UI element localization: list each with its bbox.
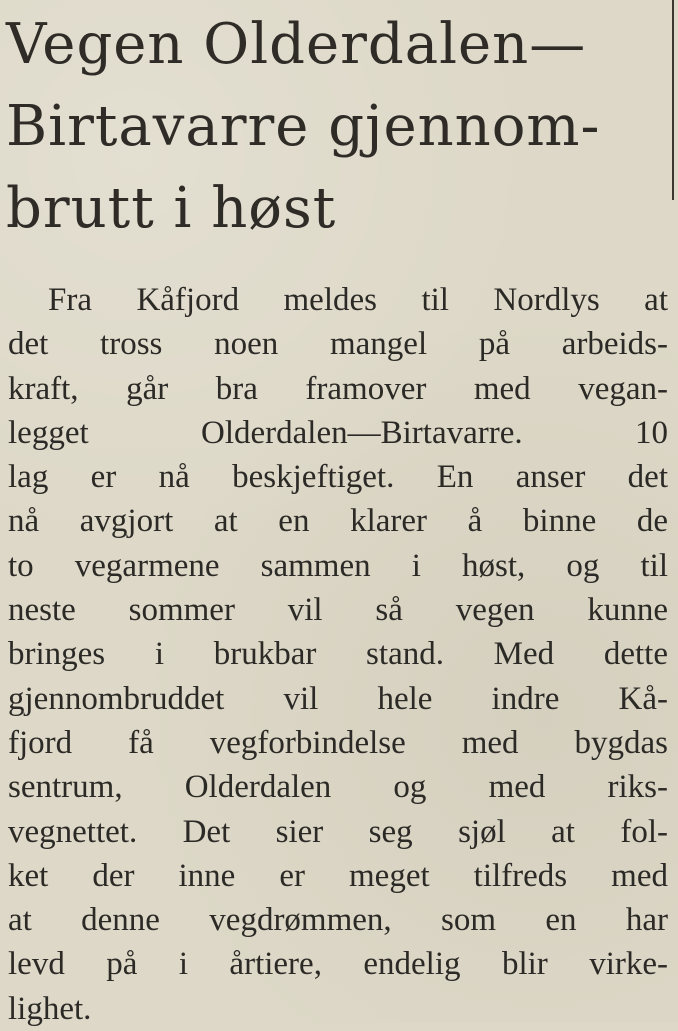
article-line: ket der inne er meget tilfreds med (8, 857, 668, 894)
article-line: lighet. (8, 990, 92, 1027)
article-line: to vegarmene sammen i høst, og til (8, 547, 668, 584)
headline-line-1: Vegen Olderdalen— (6, 12, 587, 77)
article-line: gjennombruddet vil hele indre Kå- (8, 680, 668, 717)
article-line: at denne vegdrømmen, som en har (8, 902, 668, 939)
article-line: fjord få vegforbindelse med bygdas (8, 724, 668, 761)
headline (6, 0, 646, 246)
column-divider (672, 0, 674, 200)
article-line: vegnettet. Det sier seg sjøl at fol- (8, 813, 668, 850)
article-line: kraft, går bra framover med vegan- (8, 370, 668, 407)
article-line: sentrum, Olderdalen og med riks- (8, 769, 668, 806)
article-line: levd på i årtiere, endelig blir virke- (8, 946, 668, 983)
article-line: bringes i brukbar stand. Med dette (8, 636, 668, 673)
article-line: Fra Kåfjord meldes til Nordlys at (48, 282, 668, 318)
article-line: lag er nå beskjeftiget. En anser det (8, 459, 668, 496)
article-line: neste sommer vil så vegen kunne (8, 592, 668, 629)
article-line: det tross noen mangel på arbeids- (8, 326, 668, 363)
article-line: legget Olderdalen—Birtavarre. 10 (8, 414, 668, 451)
headline-line-2: Birtavarre gjennom- (6, 94, 601, 159)
article-line: nå avgjort at en klarer å binne de (8, 503, 668, 540)
headline-line-3: brutt i høst (6, 176, 337, 241)
article-body (8, 278, 668, 1031)
